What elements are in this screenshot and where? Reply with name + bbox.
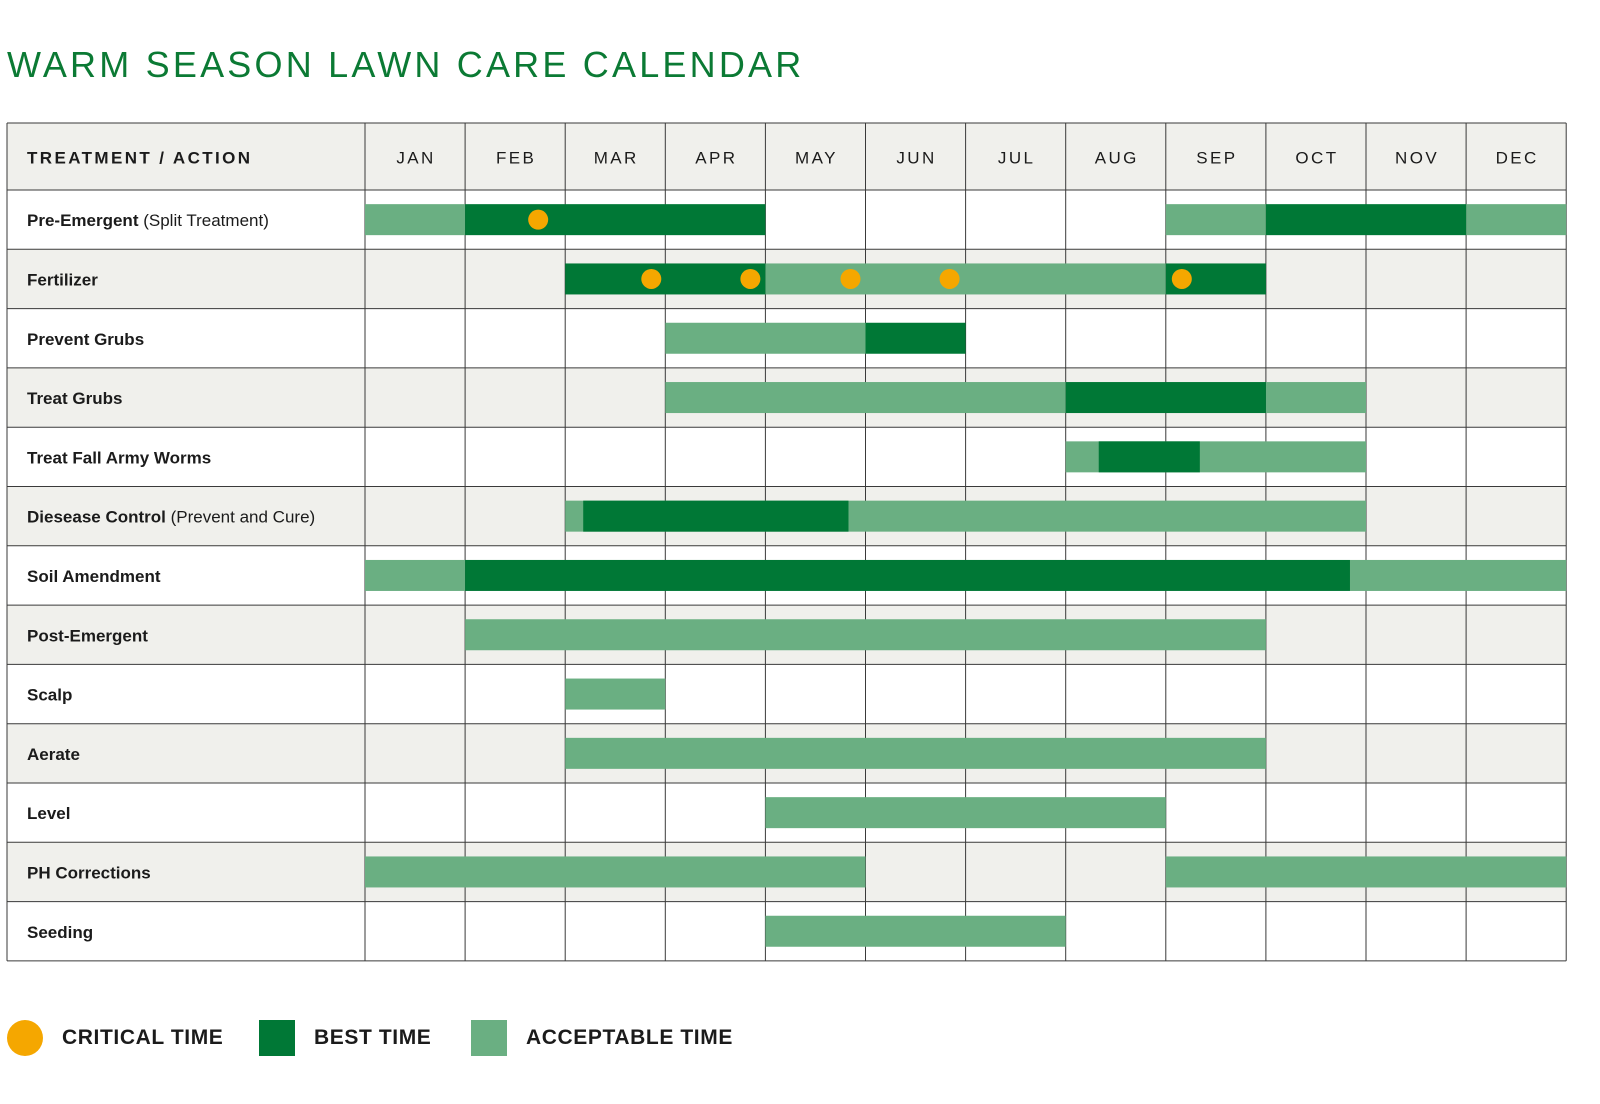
month-label-jul: JUL (997, 148, 1036, 168)
legend-critical (7, 1020, 223, 1056)
acceptable-time-bar (665, 323, 865, 354)
best-time-bar (565, 263, 765, 294)
critical-time-dot (740, 269, 760, 289)
month-label-sep: SEP (1196, 148, 1238, 168)
critical-time-dot (1172, 269, 1192, 289)
acceptable-time-bar (765, 916, 1065, 947)
acceptable-time-bar (365, 856, 866, 887)
month-label-mar: MAR (593, 148, 639, 168)
row-label-name: Post-Emergent (27, 626, 148, 646)
row-label-name: Treat Grubs (27, 389, 123, 409)
acceptable-time-bar (365, 560, 465, 591)
best-time-bar (465, 560, 1350, 591)
row-label (27, 211, 269, 230)
row-label-name: Level (27, 804, 71, 824)
row-label (27, 448, 211, 467)
acceptable-time-bar (1266, 382, 1366, 413)
acceptable-time-bar (765, 797, 1165, 828)
acceptable-time-bar (565, 738, 1266, 769)
acceptable-time-bar (1350, 560, 1566, 591)
row-label (27, 863, 151, 882)
month-label-apr: APR (695, 148, 738, 168)
row-label-note: (Split Treatment) (138, 211, 269, 231)
best-time-bar (1066, 382, 1266, 413)
row-label-name: Pre-Emergent (27, 211, 139, 231)
critical-time-dot (940, 269, 960, 289)
acceptable-time-bar (665, 382, 1065, 413)
row-label (27, 567, 161, 586)
best-time-bar (866, 323, 966, 354)
critical-time-dot (528, 210, 548, 230)
row-label-note: (Prevent and Cure) (165, 507, 316, 527)
month-label-jan: JAN (396, 148, 436, 168)
month-label-jun: JUN (896, 148, 937, 168)
critical-time-swatch (7, 1020, 43, 1056)
month-label-feb: FEB (496, 148, 537, 168)
legend-acceptable-label: ACCEPTABLE TIME (526, 1026, 733, 1049)
legend-critical-label: CRITICAL TIME (62, 1026, 224, 1049)
acceptable-time-swatch (471, 1020, 507, 1056)
acceptable-time-bar (465, 619, 1266, 650)
row-label (27, 923, 93, 942)
month-label-may: MAY (795, 148, 838, 168)
best-time-bar (1099, 441, 1200, 472)
critical-time-dot (840, 269, 860, 289)
row-label (27, 270, 98, 289)
legend-best-label: BEST TIME (314, 1026, 432, 1049)
acceptable-time-bar (765, 263, 1165, 294)
acceptable-time-bar (1166, 856, 1566, 887)
legend-best (259, 1020, 431, 1056)
row-label (27, 686, 72, 705)
critical-time-dot (641, 269, 661, 289)
row-label (27, 330, 144, 349)
month-label-nov: NOV (1395, 148, 1440, 168)
row-label-name: Prevent Grubs (27, 329, 145, 349)
row-label-name: Fertilizer (27, 270, 98, 290)
legend-acceptable (471, 1020, 733, 1056)
acceptable-time-bar (565, 679, 665, 710)
month-label-dec: DEC (1495, 148, 1539, 168)
acceptable-time-bar (1466, 204, 1566, 235)
page-title: WARM SEASON LAWN CARE CALENDAR (7, 44, 805, 85)
row-bg (7, 664, 1566, 723)
row-label-name: Diesease Control (27, 507, 166, 527)
best-time-bar (465, 204, 765, 235)
row-label (27, 745, 80, 764)
row-label-name: Aerate (27, 744, 80, 764)
row-label (27, 626, 148, 645)
best-time-bar (1266, 204, 1466, 235)
row-label (27, 508, 315, 527)
row-label-name: Soil Amendment (27, 566, 161, 586)
row-label-name: PH Corrections (27, 863, 151, 883)
best-time-bar (583, 501, 848, 532)
acceptable-time-bar (1166, 204, 1266, 235)
header-treatment-action: TREATMENT / ACTION (27, 148, 253, 168)
month-label-oct: OCT (1295, 148, 1339, 168)
month-label-aug: AUG (1094, 148, 1139, 168)
row-label (27, 804, 70, 823)
row-label-name: Scalp (27, 685, 73, 705)
row-label-name: Seeding (27, 922, 94, 942)
row-label (27, 389, 122, 408)
row-label-name: Treat Fall Army Worms (27, 448, 212, 468)
acceptable-time-bar (365, 204, 465, 235)
best-time-swatch (259, 1020, 295, 1056)
